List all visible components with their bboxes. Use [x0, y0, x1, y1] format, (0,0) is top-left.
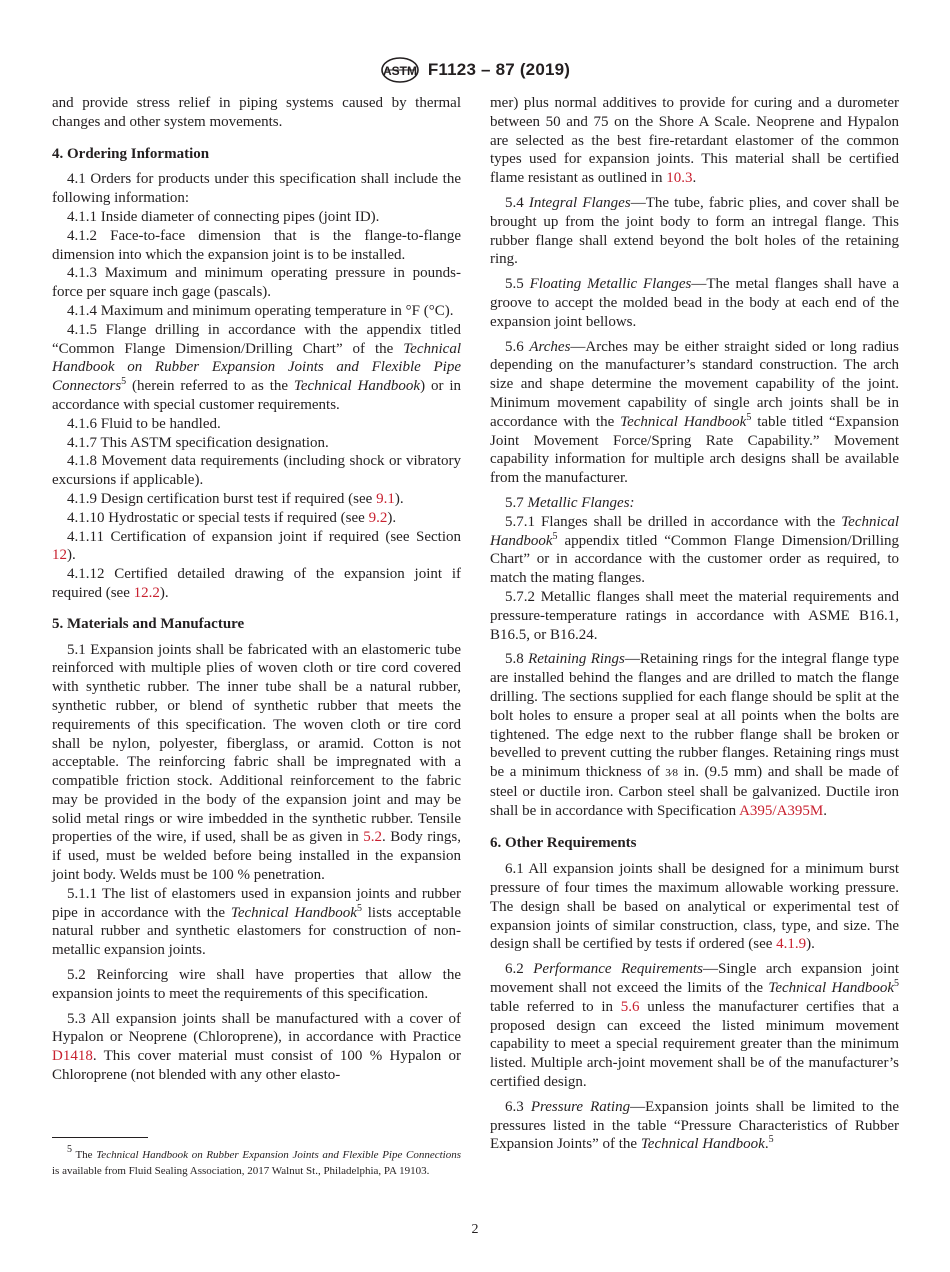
paragraph-5-6: 5.6 Arches—Arches may be either straight sided or long radius depending on the manufacturer’s standard construction. The arch size and shape determine the movement capability of the joint. Minimum movement capability of single arch joints shall be in accordance with the Technical Handbook$^5$ table titled “Expansion Joint Movement Force/Spring Rate Capability.” Movement capability information for multiple arch designs shall be available from the manufacturer.: [490, 338, 900, 487]
paragraph-4-1-2: 4.1.2 Face-to-face dimension that is the flange-to-flange dimension into which the expansion joint is to be installed.: [52, 227, 461, 263]
paragraph-4-1-5: 4.1.5 Flange drilling in accordance with the appendix titled “Common Flange Dimension/Drilling Chart” of the Technical Handbook on Rubber Expansion Joints and Flexible Pipe Connectors$^5$ (herein referred to as the Technical Handbook) or in accordance with special customer requirements.: [52, 321, 461, 413]
link-5-2[interactable]: 5.2: [363, 829, 382, 846]
paragraph-continuation: and provide stress relief in piping systems caused by thermal changes and other system movements.: [52, 95, 461, 130]
footnote-area: [52, 1137, 461, 1179]
paragraph-4-1-8: 4.1.8 Movement data requirements (including shock or vibratory excursions if applicable).: [52, 453, 461, 489]
link-10-3[interactable]: 10.3: [666, 170, 693, 187]
page-number: 2: [471, 1222, 479, 1237]
paragraph-5-2: 5.2 Reinforcing wire shall have properties that allow the expansion joints to meet the requirements of this specification.: [52, 967, 461, 1002]
footnote-ref: 5: [746, 411, 752, 423]
paragraph-5-4: 5.4 Integral Flanges—The tube, fabric plies, and cover shall be brought up from the joint body to form an intregal flange. This rubber flange shall extend beyond the bolt holes of the retaining ring.: [490, 194, 900, 268]
paragraph-5-7-2: 5.7.2 Metallic flanges shall meet the material requirements and pressure-temperature ratings in accordance with ASME B16.1, B16.5, or B16.24.: [490, 588, 899, 643]
paragraph-5-8: 5.8 Retaining Rings—Retaining rings for the integral flange type are installed behind the flanges and are drilled to match the flange drilling. The sections supplied for each flange should be split at the bolt holes to ensure a proper seal at all points when the bolts are tightened. The edge next to the rubber flange shall be broken or bevelled to prevent cutting the rubber flanges. Retaining rings must be a minimum thickness of 3⁄8 in. (9.5 mm) and shall be made of steel or ductile iron. Carbon steel shall be galvanized. Ductile iron shall be in accordance with Specification A395/A395M.: [490, 651, 899, 819]
right-column: [490, 94, 899, 1154]
link-9-2[interactable]: 9.2: [368, 509, 388, 526]
paragraph-4-1: 4.1 Orders for products under this specification shall include the following information:: [52, 171, 461, 207]
link-d1418[interactable]: D1418: [52, 1048, 93, 1065]
paragraph-5-5: 5.5 Floating Metallic Flanges—The metal flanges shall have a groove to accept the molded bead in the body at each end of the expansion joint bellows.: [490, 276, 899, 330]
paragraph-5-1-1: 5.1.1 The list of elastomers used in expansion joints and rubber pipe in accordance with the Technical Handbook$^5$ lists acceptable natural rubber and synthetic elastomers for construction of non-metallic expansion joints.: [52, 885, 461, 959]
section-5-heading: 5. Materials and Manufacture: [52, 615, 245, 632]
section-6-heading: 6. Other Requirements: [490, 835, 637, 852]
footnote-divider: [52, 1137, 148, 1138]
paragraph-6-3: 6.3 Pressure Rating—Expansion joints shall be limited to the pressures listed in the table “Pressure Characteristics of Rubber Expansion Joints” of the Technical Handbook.$^5$: [490, 1098, 900, 1153]
paragraph-4-1-6: 4.1.6 Fluid to be handled.: [67, 415, 221, 432]
standard-designation: F1123 – 87 (2019): [427, 60, 571, 79]
link-12-2[interactable]: 12.2: [133, 584, 160, 601]
paragraph-5-7: 5.7 Metallic Flanges:: [505, 494, 635, 511]
paragraph-4-1-7: 4.1.7 This ASTM specification designation.: [67, 434, 329, 451]
paragraph-4-1-1: 4.1.1 Inside diameter of connecting pipes (joint ID).: [67, 208, 380, 225]
footnote-ref: 5: [552, 530, 558, 542]
link-12[interactable]: 12: [52, 547, 67, 564]
paragraph-5-7-1: 5.7.1 Flanges shall be drilled in accordance with the Technical Handbook$^5$ appendix titled “Common Flange Dimension/Drilling Chart” or in accordance with the customer order as required, to match the mating flanges.: [490, 513, 899, 587]
paragraph-5-1: 5.1 Expansion joints shall be fabricated with an elastomeric tube reinforced with multiple plies of woven cloth or tire cord covered with synthetic rubber. The inner tube shall be a natural rubber, synthetic rubber, or blend of synthetic rubber that meets the requirements of this specification. The woven cloth or tire cord shall be nylon, polyester, fiberglass, or aramid. Cotton is not acceptable. The reinforcing fabric shall be impregnated with a compatible friction stock. Additional reinforcement to the fabric may be provided in the body of the expansion joint and may be solid metal rings or wire imbedded in the synthetic rubber. Tensile properties of the wire, if used, shall be as given in 5.2. Body rings, if used, must be welded before being installed in the expansion joint body. Welds must be 100 % penetration.: [52, 641, 461, 884]
link-5-6[interactable]: 5.6: [620, 998, 640, 1015]
footnote-ref: 5: [894, 978, 899, 990]
page-header: [0, 56, 950, 84]
paragraph-5-3: 5.3 All expansion joints shall be manufactured with a cover of Hypalon or Neoprene (Chloroprene), in accordance with Practice D1418. This cover material must consist of 100 % Hypalon or Chloroprene (not blended with any other elasto-: [52, 1010, 461, 1084]
footnote-5: $^5$ The Technical Handbook on Rubber Expansion Joints and Flexible Pipe Connections is available from Fluid Sealing Association, 2017 Walnut St., Philadelphia, PA 19103.: [52, 1144, 461, 1177]
astm-logo-icon: [380, 56, 420, 84]
paragraph-4-1-4: 4.1.4 Maximum and minimum operating temperature in °F (°C).: [67, 302, 454, 319]
svg-text:ASTM: ASTM: [382, 64, 417, 78]
paragraph-4-1-9: 4.1.9 Design certification burst test if required (see 9.1).: [67, 490, 404, 507]
paragraph-4-1-10: 4.1.10 Hydrostatic or special tests if required (see 9.2).: [67, 509, 397, 526]
footnote-ref: 5: [121, 376, 127, 388]
link-4-1-9[interactable]: 4.1.9: [776, 936, 807, 953]
paragraph-6-1: 6.1 All expansion joints shall be designed for a minimum burst pressure of four times the maximum allowable working pressure. The design shall be based on analytical or experimental test of expansion joints of similar construction, class, type, and size. The design shall be certified by tests if ordered (see 4.1.9).: [490, 861, 899, 953]
footnote-ref: 5: [356, 902, 362, 914]
footnote-ref: 5: [768, 1134, 774, 1146]
paragraph-4-1-3: 4.1.3 Maximum and minimum operating pressure in pounds-force per square inch gage (pascals).: [52, 265, 461, 301]
section-4-heading: 4. Ordering Information: [52, 145, 210, 162]
left-column: [52, 94, 461, 1085]
paragraph-continuation: mer) plus normal additives to provide for curing and a durometer between 50 and 75 on the Shore A Scale. Neoprene and Hypalon are selected as the best fire-retardant elastomer of the common types used for expansion joints. This material shall be certified flame resistant as outlined in 10.3.: [490, 95, 899, 187]
paragraph-6-2: 6.2 Performance Requirements—Single arch expansion joint movement shall not exceed the limits of the Technical Handbook$^5$ table referred to in 5.6 unless the manufacturer certifies that a proposed design can exceed the listed minimum movement capability to meet a special requirement greater than the minimum listed. Multiple arch-joint movement shall be of the manufacturer’s certified design.: [490, 961, 900, 1091]
link-9-1[interactable]: 9.1: [376, 490, 395, 507]
paragraph-4-1-12: 4.1.12 Certified detailed drawing of the expansion joint if required (see 12.2).: [52, 566, 461, 601]
paragraph-4-1-11: 4.1.11 Certification of expansion joint if required (see Section 12).: [52, 528, 461, 564]
link-a395[interactable]: A395/A395M: [739, 802, 824, 819]
